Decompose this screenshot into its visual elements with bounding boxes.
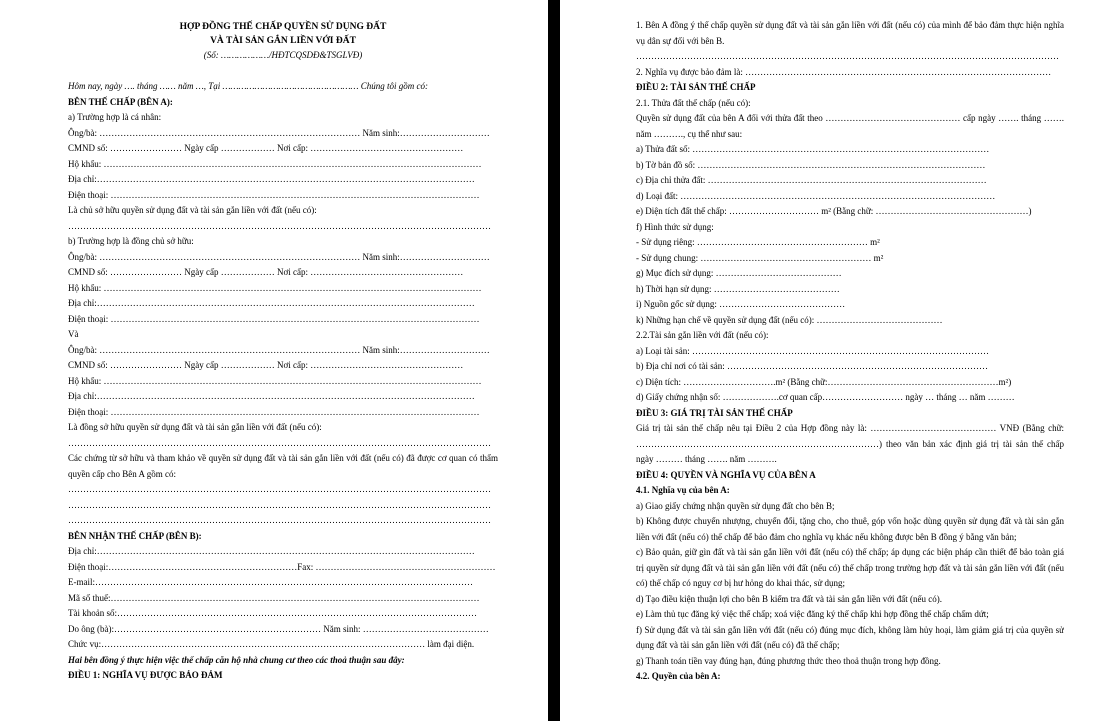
left-page-body (68, 79, 498, 684)
document-line: Do ông (bà):…………………………………………………………… Năm sinh: …………………………………… (68, 623, 489, 634)
document-line: g) Thanh toán tiền vay đúng hạn, đúng phương thức theo thoả thuận trong hợp đồng. (636, 655, 941, 666)
document-line: a) Loại tài sản: ……………………………………………………………………………………… (636, 345, 989, 356)
document-line: k) Những hạn chế về quyền sử dụng đất (nếu có): …………………………………… (636, 314, 943, 325)
document-line: Điện thoại:………………………………………………………Fax: …………………………………………………… (68, 561, 496, 572)
document-line: Ông/bà: …………………………………………………………………………… Năm sinh:………………………… (68, 127, 490, 138)
document-line: ĐIỀU 2: TÀI SẢN THẾ CHẤP (636, 82, 756, 92)
document-line: Quyền sử dụng đất của bên A đối với thửa đất theo ……………………………………… cấp ngày ……. tháng ……. năm ………., cụ thể như sau: (636, 113, 1064, 139)
document-line: h) Thời hạn sử dụng: …………………………………… (636, 283, 840, 294)
document-line: Điện thoại: …………………………………………………………………………………………………………… (68, 189, 480, 200)
document-line: 4.1. Nghĩa vụ của bên A: (636, 485, 730, 495)
document-line: a) Giao giấy chứng nhận quyền sử dụng đất cho bên B; (636, 500, 835, 511)
document-line: e) Diện tích đất thế chấp: ………………………… m² (Bằng chữ: ……………………………………………) (636, 206, 1032, 216)
document-line: 4.2. Quyền của bên A: (636, 671, 721, 681)
page-divider (548, 0, 560, 721)
document-line: …………………………………………………………………………………………………………………………… (68, 220, 491, 231)
document-line: Giá trị tài sản thế chấp nêu tại Điều 2 của Hợp đồng này là: …………………………………… VNĐ (Bằng chữ: ………………………………………………………………………) theo văn bản xác định giá trị tài sản thế chấp ngày ……… tháng ……. năm ………. (636, 423, 1064, 464)
document-line: 2. Nghĩa vụ được bảo đảm là: ………………………………………………………………………………………… (636, 66, 1052, 77)
document-line: …………………………………………………………………………………………………………………………… (68, 499, 491, 510)
document-line: BÊN NHẬN THẾ CHẤP (BÊN B): (68, 530, 202, 541)
document-line: BÊN THẾ CHẤP (BÊN A): (68, 96, 173, 107)
document-line: Ông/bà: …………………………………………………………………………… Năm sinh:………………………… (68, 344, 490, 355)
document-line: Hai bên đồng ý thực hiện việc thế chấp căn hộ nhà chung cư theo các thoả thuận sau đây: (68, 654, 405, 665)
document-line: e) Làm thủ tục đăng ký việc thế chấp; xoá việc đăng ký thế chấp khi hợp đồng thế chấp chấm dứt; (636, 609, 989, 619)
document-line: c) Bảo quản, giữ gìn đất và tài sản gắn liền với đất (nếu có) thế chấp; áp dụng các biện pháp cần thiết để bảo toàn giá trị quyền sử dụng đất và tài sản gắn liền với đất (nếu có) thế chấp trong trường hợp đất và tài sản gắn liền với đất (nếu có) thế chấp có nguy cơ bị hư hỏng do khai thác, sử dụng; (636, 547, 1064, 588)
document-line: Hộ khẩu: ……………………………………………………………………………………………………………… (68, 282, 482, 293)
document-line: Tài khoản số:………………………………………………………………………………………………………… (68, 608, 477, 618)
document-line: Là đồng sở hữu quyền sử dụng đất và tài sản gắn liền với đất (nếu có): (68, 422, 322, 432)
document-line: 1. Bên A đồng ý thế chấp quyền sử dụng đất và tài sản gắn liền với đất (nếu có) của mình để bảo đảm thực hiện nghĩa vụ dân sự đối với bên B. (636, 20, 1064, 46)
document-line: - Sử dụng chung: ………………………………………………… m² (636, 252, 884, 263)
left-document-page (68, 0, 498, 721)
document-line: Địa chỉ:……………………………………………………………………………………………………………… (68, 298, 475, 308)
document-line: CMND số: …………………… Ngày cấp ……………… Nơi cấp: …………………………………………… (68, 267, 464, 277)
document-line: Mã số thuế:…………………………………………………………………………………………………………… (68, 592, 480, 603)
right-document-page (636, 0, 1064, 721)
document-line: Là chủ sở hữu quyền sử dụng đất và tài sản gắn liền với đất (nếu có): (68, 205, 317, 215)
document-line: b) Không được chuyển nhượng, chuyển đổi, tặng cho, cho thuê, góp vốn hoặc dùng quyền sử dụng đất và tài sản gắn liền với đất (nếu có) thế chấp để bảo đảm cho nghĩa vụ khác nếu không được bên B đồng ý bằng văn bản; (636, 516, 1064, 542)
document-title-line-2: VÀ TÀI SẢN GẮN LIỀN VỚI ĐẤT (210, 36, 356, 46)
document-line: d) Giấy chứng nhận số: ……………….cơ quan cấp……………………… ngày … tháng … năm ……… (636, 392, 1015, 402)
document-line: Địa chỉ:……………………………………………………………………………………………………………… (68, 391, 475, 401)
document-line: 2.1. Thửa đất thế chấp (nếu có): (636, 97, 751, 108)
document-line: Điện thoại: …………………………………………………………………………………………………………… (68, 406, 480, 417)
document-line: ĐIỀU 4: QUYỀN VÀ NGHĨA VỤ CỦA BÊN A (636, 469, 816, 480)
document-line: Ông/bà: …………………………………………………………………………… Năm sinh:………………………… (68, 251, 490, 262)
document-line: d) Loại đất: …………………………………………………………………………………………… (636, 190, 996, 201)
document-line: 2.2.Tài sản gắn liền với đất (nếu có): (636, 330, 769, 340)
document-line: g) Mục đích sử dụng: …………………………………… (636, 268, 842, 278)
document-line: f) Hình thức sử dụng: (636, 221, 714, 232)
document-line: c) Diện tích: ………………………….m² (Bằng chữ:…………………………………………………m²) (636, 376, 1012, 387)
document-line: a) Trường hợp là cá nhân: (68, 112, 162, 122)
document-line: f) Sử dụng đất và tài sản gắn liền với đất (nếu có) đúng mục đích, không làm hủy hoại, làm giảm giá trị của quyền sử dụng đất và tài sản gắn liền với đất (nếu có) đã thế chấp; (636, 624, 1064, 650)
document-line: b) Tờ bản đồ số: …………………………………………………………………………………… (636, 159, 986, 170)
contract-number: (Số: ………………/HĐTCQSDĐ&TSGLVĐ) (203, 50, 363, 60)
document-line: ĐIỀU 1: NGHĨA VỤ ĐƯỢC BẢO ĐẢM (68, 670, 223, 680)
document-line: CMND số: …………………… Ngày cấp ……………… Nơi cấp: …………………………………………… (68, 360, 464, 370)
document-line: Địa chỉ:……………………………………………………………………………………………………………… (68, 174, 475, 184)
document-line: b) Địa chỉ nơi có tài sản: …………………………………………………………………………… (636, 361, 988, 371)
document-line: b) Trường hợp là đồng chủ sở hữu: (68, 236, 194, 246)
document-line: - Sử dụng riêng: ………………………………………………… m² (636, 237, 880, 247)
document-line: Và (68, 329, 79, 339)
document-line: CMND số: …………………… Ngày cấp ……………… Nơi cấp: …………………………………………… (68, 143, 464, 153)
document-line: ĐIỀU 3: GIÁ TRỊ TÀI SẢN THẾ CHẤP (636, 407, 793, 418)
document-line: …………………………………………………………………………………………………………………………… (68, 484, 491, 494)
document-title-line-1: HỢP ĐỒNG THẾ CHẤP QUYỀN SỬ DỤNG ĐẤT (179, 22, 387, 32)
right-page-body (636, 18, 1064, 685)
document-line: Hôm nay, ngày …. tháng …… năm …, Tại …………………………………………… Chúng tôi gồm có: (68, 81, 429, 91)
document-line: Hộ khẩu: ……………………………………………………………………………………………………………… (68, 375, 482, 386)
document-line: d) Tạo điều kiện thuận lợi cho bên B kiểm tra đất và tài sản gắn liền với đất (nếu có). (636, 593, 943, 604)
document-line: Điện thoại: …………………………………………………………………………………………………………… (68, 313, 480, 324)
document-line: E-mail:……………………………………………………………………………………………………………… (68, 577, 473, 587)
document-line: a) Thửa đất số: ……………………………………………………………………………………… (636, 144, 990, 154)
document-line: i) Nguồn gốc sử dụng: …………………………………… (636, 299, 846, 309)
document-line: Địa chỉ:……………………………………………………………………………………………………………… (68, 546, 475, 556)
document-line: Hộ khẩu: ……………………………………………………………………………………………………………… (68, 158, 482, 169)
document-line: …………………………………………………………………………………………………………………………… (636, 51, 1059, 61)
document-line: Các chứng từ sở hữu và tham khảo về quyền sử dụng đất và tài sản gắn liền với đất (nếu có) đã được cơ quan có thẩm quyền cấp cho Bên A gồm có: (68, 453, 498, 479)
document-line: …………………………………………………………………………………………………………………………… (68, 437, 491, 448)
document-line: Chức vụ:……………………………………………………………………………………………… làm đại diện. (68, 639, 475, 649)
document-line: c) Địa chỉ thửa đất: ………………………………………………………………………………… (636, 175, 987, 185)
document-line: …………………………………………………………………………………………………………………………… (68, 515, 491, 525)
